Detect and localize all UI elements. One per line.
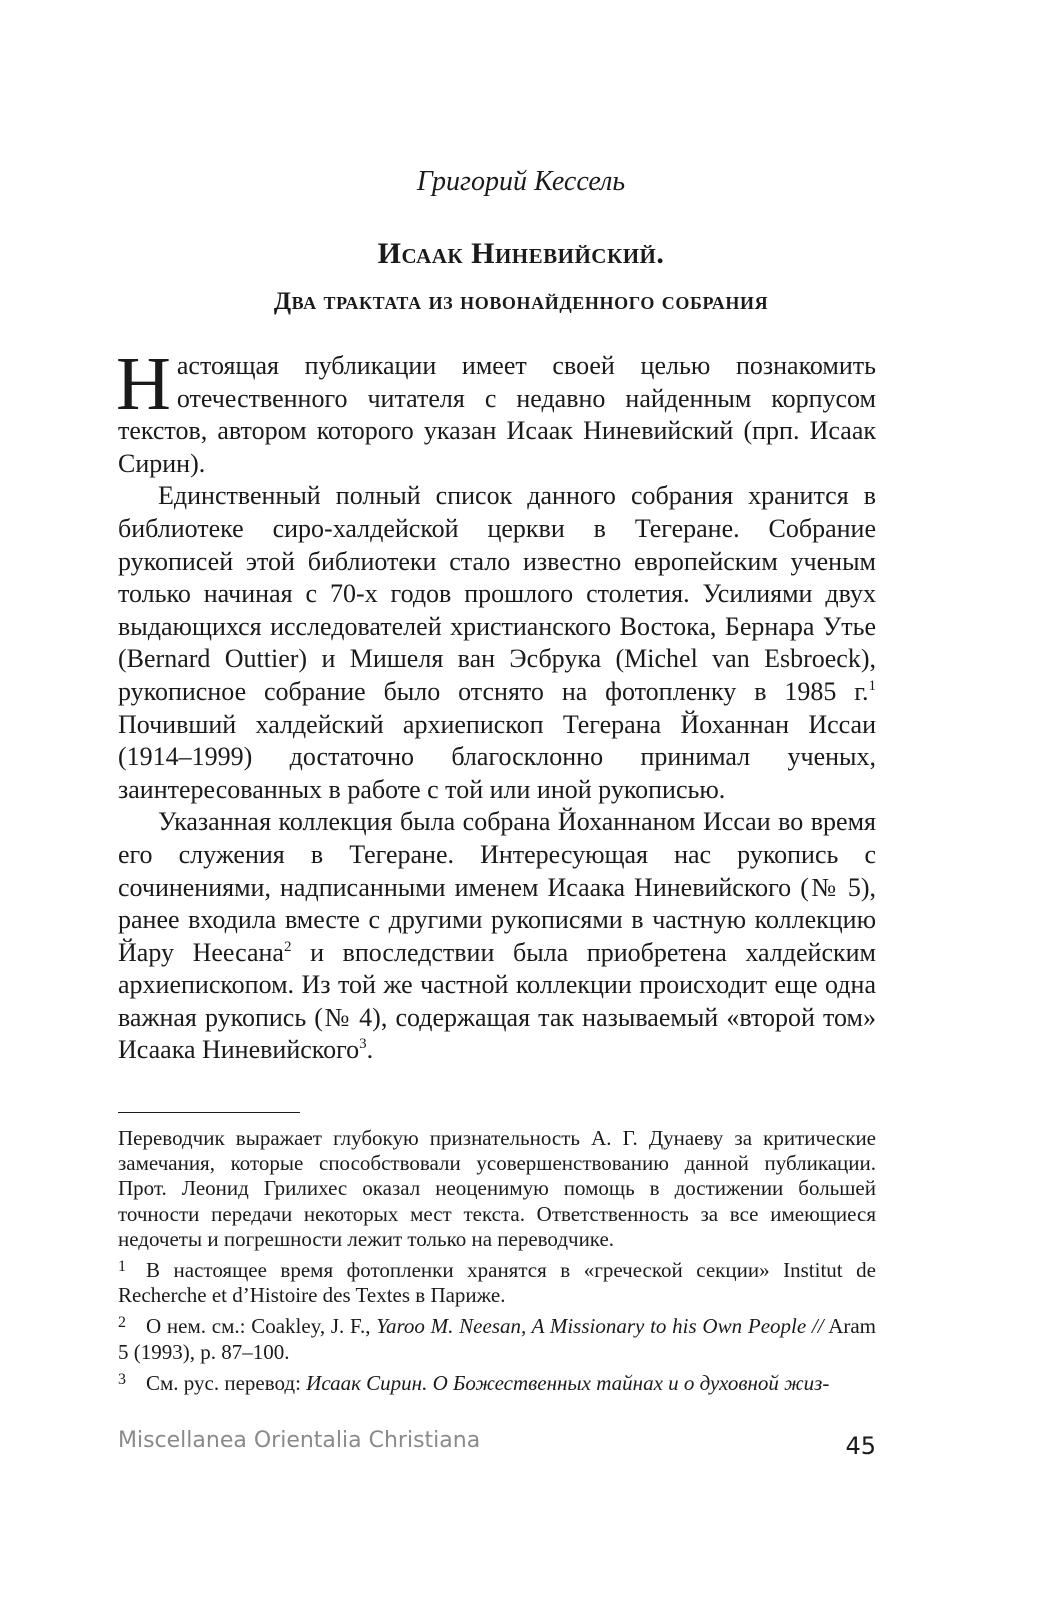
page-number: 45	[845, 1432, 876, 1460]
author-name: Григорий Кессель	[416, 166, 626, 197]
drop-cap: Н	[116, 342, 171, 426]
paragraph-3-text-a: Указанная коллекция была собрана Йоханнаном Иссаи во время его служения в Тегеране. Интересующая нас рукопись с сочинениями, надписанными именем Исаака Ниневийского (№ 5), ранее входила вместе с другими рукописями в частную коллекцию Йару Неесана	[118, 807, 876, 967]
footnote-2	[118, 1310, 876, 1364]
footnote-3-mark: 3	[118, 1370, 126, 1388]
footnote-2-text-b: Aram 5 (1993), p. 87–100.	[118, 1314, 877, 1364]
footnote-ref-3[interactable]: 3	[359, 1036, 367, 1053]
footnote-2-mark: 2	[118, 1314, 126, 1332]
footnotes	[118, 1126, 876, 1398]
article-body	[116, 342, 876, 1067]
footnote-divider	[118, 1112, 300, 1113]
translator-note: Переводчик выражает глубокую признательность А. Г. Дунаеву за критические замечания, которые способствовали усовершенствованию данной публикации. Прот. Леонид Грилихес оказал неоценимую помощь в достижении большей точности передачи некоторых мест текста. Ответственность за все имеющиеся недочеты и погрешности лежит только на переводчике.	[118, 1126, 876, 1251]
paragraph-1-text: астоящая публикации имеет своей целью познакомить отечественного читателя с недавно найденным корпусом текстов, автором которого указан Исаак Ниневийский (прп. Исаак Сирин).	[118, 351, 876, 478]
article-title	[0, 230, 1042, 326]
footnote-2-text-a: О нем. см.: Coakley, J. F.,	[146, 1314, 377, 1339]
title-line-1: Исаак Ниневийский.	[377, 237, 665, 270]
footnote-3	[118, 1367, 876, 1396]
paragraph-3-text-b: и впоследствии была приобретена халдейским архиепископом. Из той же частной коллекции происходит еще одна важная рукопись (№ 4), содержащая так называемый «второй том» Исаака Ниневийского	[118, 937, 876, 1065]
paragraph-2-text-b: Почивший халдейский архиепископ Тегерана Йоханнан Иссаи (1914–1999) достаточно благосклонно принимал ученых, заинтересованных в работе с той или иной рукописью.	[118, 709, 876, 804]
footnote-3-text-a: См. рус. перевод:	[146, 1370, 307, 1395]
title-line-2: Два трактата из новонайденного собрания	[273, 288, 769, 315]
footnote-2-italic: Yaroo M. Neesan, A Missionary to his Own People //	[376, 1314, 824, 1339]
footnote-1-text: В настоящее время фотопленки хранятся в «греческой секции» Institut de Recherche et d’Histoire des Textes в Париже.	[118, 1258, 876, 1308]
footnote-ref-2[interactable]: 2	[283, 938, 292, 955]
journal-name: Miscellanea Orientalia Christiana	[118, 1428, 481, 1453]
paragraph-3-text-c: .	[366, 1035, 374, 1065]
footnote-3-italic: Исаак Сирин. О Божественных тайнах и о духовной жиз-	[306, 1370, 830, 1395]
paragraph-1	[116, 342, 876, 480]
paragraph-3	[118, 806, 876, 1067]
paragraph-2-text-a: Единственный полный список данного собрания хранится в библиотеке сиро-халдейской церкви в Тегеране. Собрание рукописей этой библиотеки стало известно европейским ученым только начиная с 70-х годов прошлого столетия. Усилиями двух выдающихся исследователей христианского Востока, Бернара Утье (Bernard Outtier) и Мишеля ван Эсбрука (Michel van Esbroeck), рукописное собрание было отснято на фотопленку в 1985 г.	[118, 481, 876, 706]
footnote-1-mark: 1	[118, 1258, 126, 1276]
footnote-ref-1[interactable]: 1	[868, 677, 876, 694]
paragraph-2	[118, 480, 876, 806]
footnote-1	[118, 1254, 876, 1308]
